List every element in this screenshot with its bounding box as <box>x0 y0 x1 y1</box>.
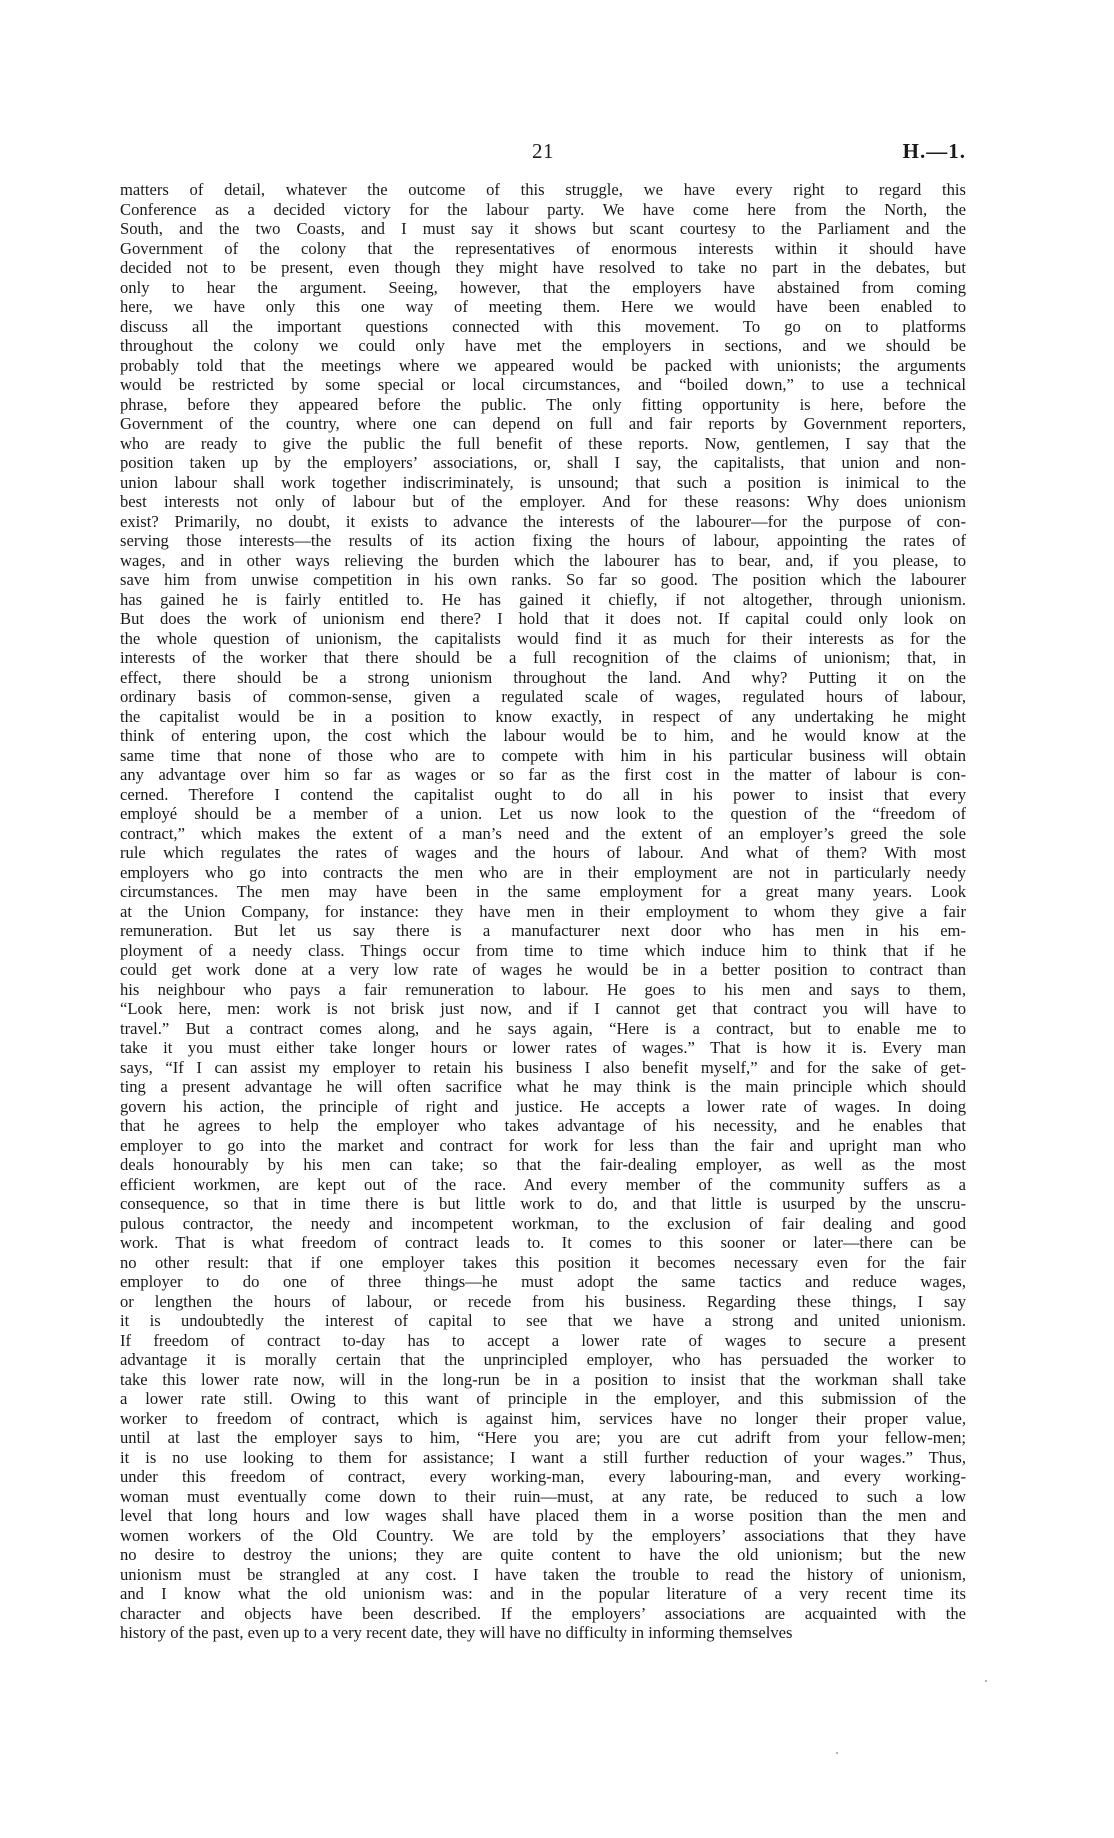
text-line: women workers of the Old Country. We are told by the employers’ associations that they have <box>120 1525 966 1545</box>
text-line: any advantage over him so far as wages or so far as the first cost in the matter of labour is con- <box>120 765 966 784</box>
text-line: Conference as a decided victory for the labour party. We have come here from the North, the <box>120 199 966 219</box>
text-line: effect, there should be a strong unionism throughout the land. And why? Putting it on the <box>120 667 966 687</box>
text-line: it is undoubtedly the interest of capital to see that we have a strong and united unionism. <box>120 1311 966 1330</box>
text-line: advantage it is morally certain that the unprincipled employer, who has persuaded the worker to <box>120 1350 966 1369</box>
text-line: worker to freedom of contract, which is against him, services have no longer their proper value, <box>120 1408 966 1428</box>
text-line: under this freedom of contract, every working-man, every labouring-man, and every working- <box>120 1467 966 1486</box>
text-line: contract,” which makes the extent of a man’s need and the extent of an employer’s greed the sole <box>120 823 966 843</box>
text-line: no desire to destroy the unions; they are quite content to have the old unionism; but the new <box>120 1545 966 1564</box>
text-line: would be restricted by some special or local circumstances, and “boiled down,” to use a technical <box>120 375 966 394</box>
text-line: that he agrees to help the employer who takes advantage of his necessity, and he enables that <box>120 1116 966 1135</box>
text-line: here, we have only this one way of meeting them. Here we would have been enabled to <box>120 297 966 316</box>
text-line: remuneration. But let us say there is a manufacturer next door who has men in his em- <box>120 921 966 940</box>
text-line: no other result: that if one employer takes this position it becomes necessary even for the fair <box>120 1252 966 1272</box>
text-line: efficient workmen, are kept out of the race. And every member of the community suffers as a <box>120 1174 966 1194</box>
text-line: a lower rate still. Owing to this want of principle in the employer, and this submission of the <box>120 1389 966 1408</box>
text-line: employé should be a member of a union. Let us now look to the question of the “freedom of <box>120 804 966 823</box>
text-line: at the Union Company, for instance: they have men in their employment to whom they give a fair <box>120 901 966 921</box>
scan-speck <box>985 1680 987 1682</box>
text-line: decided not to be present, even though they might have resolved to take no part in the debates, but <box>120 258 966 277</box>
text-line: consequence, so that in time there is but little work to do, and that little is usurped by the unscru- <box>120 1194 966 1213</box>
text-line: best interests not only of labour but of the employer. And for these reasons: Why does unionism <box>120 492 966 511</box>
text-line: rule which regulates the rates of wages and the hours of labour. And what of them? With most <box>120 843 966 862</box>
scan-speck <box>836 1752 838 1754</box>
text-line: could get work done at a very low rate of wages he would be in a better position to contract than <box>120 960 966 979</box>
running-head <box>120 139 966 169</box>
text-line: save him from unwise competition in his own ranks. So far so good. The position which the labourer <box>120 570 966 589</box>
text-line: govern his action, the principle of right and justice. He accepts a lower rate of wages. In doing <box>120 1096 966 1116</box>
text-line: union labour shall work together indiscriminately, is unsound; that such a position is inimical to the <box>120 472 966 492</box>
text-line: his neighbour who pays a fair remuneration to labour. He goes to his men and says to them, <box>120 979 966 999</box>
text-line: ployment of a needy class. Things occur from time to time which induce him to think that if he <box>120 940 966 960</box>
body-paragraph <box>120 180 966 1640</box>
text-line: interests of the worker that there should be a full recognition of the claims of unionism; that, in <box>120 648 966 667</box>
text-line: unionism must be strangled at any cost. I have taken the trouble to read the history of unionism, <box>120 1564 966 1584</box>
text-line: ordinary basis of common-sense, given a regulated scale of wages, regulated hours of labour, <box>120 687 966 706</box>
text-line: matters of detail, whatever the outcome of this struggle, we have every right to regard this <box>120 180 966 199</box>
text-line: or lengthen the hours of labour, or recede from his business. Regarding these things, I say <box>120 1291 966 1311</box>
text-line: take it you must either take longer hours or lower rates of wages.” That is how it is. Every man <box>120 1038 966 1057</box>
text-line: woman must eventually come down to their ruin—must, at any rate, be reduced to such a low <box>120 1486 966 1506</box>
text-line: travel.” But a contract comes along, and he says again, “Here is a contract, but to enable me to <box>120 1018 966 1038</box>
text-line: until at last the employer says to him, “Here you are; you are cut adrift from your fellow-men; <box>120 1428 966 1447</box>
text-line: the capitalist would be in a position to know exactly, in respect of any undertaking he might <box>120 706 966 726</box>
text-line: wages, and in other ways relieving the burden which the labourer has to bear, and, if you please, to <box>120 550 966 570</box>
text-line: exist? Primarily, no doubt, it exists to advance the interests of the labourer—for the purpose of con- <box>120 511 966 531</box>
text-line: But does the work of unionism end there? I hold that it does not. If capital could only look on <box>120 609 966 628</box>
text-line: position taken up by the employers’ associations, or, shall I say, the capitalists, that union and non- <box>120 453 966 472</box>
text-line: employer to do one of three things—he must adopt the same tactics and reduce wages, <box>120 1272 966 1291</box>
text-line: Government of the country, where one can depend on full and fair reports by Government reporters, <box>120 414 966 433</box>
text-line: deals honourably by his men can take; so that the fair-dealing employer, as well as the most <box>120 1155 966 1174</box>
text-line: employers who go into contracts the men who are in their employment are not in particularly needy <box>120 862 966 882</box>
text-line: history of the past, even up to a very recent date, they will have no difficulty in informing themselves <box>120 1623 793 1642</box>
text-line: South, and the two Coasts, and I must say it shows but scant courtesy to the Parliament and the <box>120 219 966 238</box>
text-line: character and objects have been described. If the employers’ associations are acquainted with the <box>120 1603 966 1623</box>
text-line: who are ready to give the public the full benefit of these reports. Now, gentlemen, I say that the <box>120 433 966 453</box>
document-reference: H.—1. <box>902 139 966 163</box>
text-line: Government of the colony that the representatives of enormous interests within it should have <box>120 238 966 258</box>
page-number: 21 <box>532 139 554 163</box>
text-line: throughout the colony we could only have met the employers in sections, and we should be <box>120 336 966 355</box>
text-line: serving those interests—the results of its action fixing the hours of labour, appointing the rates of <box>120 531 966 550</box>
text-line: only to hear the argument. Seeing, however, that the employers have abstained from coming <box>120 277 966 297</box>
text-line: phrase, before they appeared before the public. The only fitting opportunity is here, before the <box>120 394 966 414</box>
text-line: “Look here, men: work is not brisk just now, and if I cannot get that contract you will have to <box>120 999 966 1018</box>
text-line: and I know what the old unionism was: and in the popular literature of a very recent time its <box>120 1584 966 1603</box>
text-line: says, “If I can assist my employer to retain his business I also benefit myself,” and for the sake of get- <box>120 1057 966 1077</box>
text-line: ting a present advantage he will often sacrifice what he may think is the main principle which should <box>120 1077 966 1096</box>
text-line: take this lower rate now, will in the long-run be in a position to insist that the workman shall take <box>120 1369 966 1389</box>
text-line: discuss all the important questions connected with this movement. To go on to platforms <box>120 316 966 336</box>
text-line: If freedom of contract to-day has to accept a lower rate of wages to secure a present <box>120 1330 966 1350</box>
text-line: employer to go into the market and contract for work for less than the fair and upright man who <box>120 1135 966 1155</box>
text-line: it is no use looking to them for assistance; I want a still further reduction of your wages.” Thus, <box>120 1447 966 1467</box>
text-line: probably told that the meetings where we appeared would be packed with unionists; the arguments <box>120 355 966 375</box>
text-line: think of entering upon, the cost which the labour would be to him, and he would know at the <box>120 726 966 745</box>
text-line: circumstances. The men may have been in the same employment for a great many years. Look <box>120 882 966 901</box>
text-line: work. That is what freedom of contract leads to. It comes to this sooner or later—there can be <box>120 1233 966 1252</box>
text-line: the whole question of unionism, the capitalists would find it as much for their interests as for the <box>120 628 966 648</box>
text-line: cerned. Therefore I contend the capitalist ought to do all in his power to insist that every <box>120 784 966 804</box>
text-line: pulous contractor, the needy and incompetent workman, to the exclusion of fair dealing and good <box>120 1213 966 1233</box>
text-line: same time that none of those who are to compete with him in his particular business will obtain <box>120 745 966 765</box>
text-line: level that long hours and low wages shall have placed them in a worse position than the men and <box>120 1506 966 1525</box>
text-line: has gained he is fairly entitled to. He has gained it chiefly, if not altogether, through unionism. <box>120 589 966 609</box>
